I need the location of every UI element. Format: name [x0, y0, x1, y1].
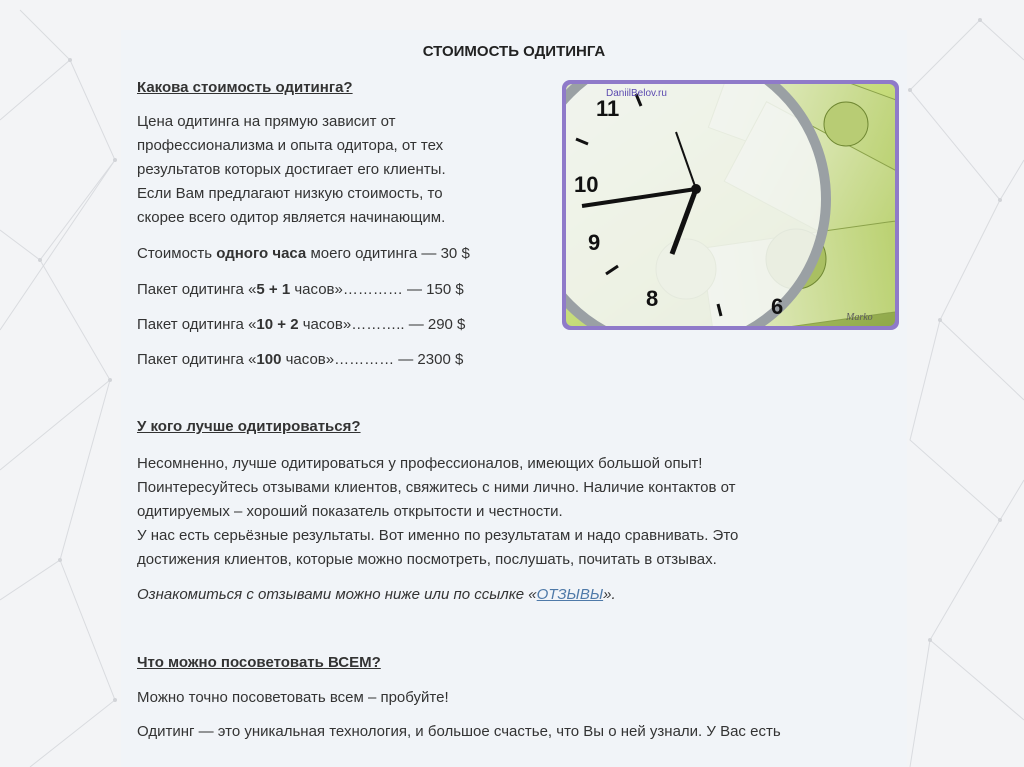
text-line: одитируемых – хороший показатель открытости и честности. [137, 503, 563, 520]
package-post: часов»………… — 2300 $ [281, 351, 464, 368]
text-line: Поинтересуйтесь отзывами клиентов, свяжитесь с ними лично. Наличие контактов от [137, 479, 736, 496]
heading-who: У кого лучше одитироваться? [137, 418, 361, 435]
text-line: достижения клиентов, которые можно посмотреть, послушать, почитать в отзывах. [137, 551, 717, 568]
clock-numeral-8: 8 [646, 286, 659, 311]
heading-advice: Что можно посоветовать ВСЕМ? [137, 654, 381, 671]
package-pre: Пакет одитинга « [137, 281, 257, 298]
package-10-2 [137, 313, 465, 337]
text-line: Цена одитинга на прямую зависит от [137, 113, 396, 130]
package-100 [137, 348, 463, 372]
text-line: У нас есть серьёзные результаты. Вот именно по результатам и надо сравнивать. Это [137, 527, 739, 544]
hour-price [137, 242, 470, 266]
package-5-1 [137, 278, 464, 302]
page-title: СТОИМОСТЬ ОДИТИНГА [422, 43, 606, 60]
clock-numeral-10: 10 [574, 172, 599, 197]
hour-price-post: моего одитинга — 30 $ [306, 245, 470, 262]
reviews-line [137, 583, 616, 607]
package-pre: Пакет одитинга « [137, 316, 257, 333]
advice-line-1: Можно точно посоветовать всем – пробуйте! [137, 689, 449, 706]
reviews-link[interactable]: ОТЗЫВЫ [536, 586, 604, 603]
reviews-pre: Ознакомиться с отзывами можно ниже или по ссылке « [137, 586, 537, 603]
text-line: Если Вам предлагают низкую стоимость, то [137, 185, 443, 202]
clock-numeral-9: 9 [588, 230, 601, 255]
clock-numeral-6: 6 [771, 294, 784, 319]
clock-money-photo [562, 80, 899, 330]
package-bold: 100 [256, 351, 282, 368]
text-line: результатов которых достигает его клиенты. [137, 161, 446, 178]
who-paragraph [137, 452, 867, 572]
clock-money-illustration [566, 84, 895, 326]
package-bold: 5 + 1 [256, 281, 291, 298]
photo-signature: Marko [846, 312, 873, 323]
text-line: профессионализма и опыта одитора, от тех [137, 137, 444, 154]
package-post: часов»………… — 150 $ [290, 281, 464, 298]
package-pre: Пакет одитинга « [137, 351, 257, 368]
reviews-post: ». [603, 586, 616, 603]
clock-numeral-11: 11 [596, 96, 620, 121]
cost-intro-paragraph [137, 110, 487, 230]
package-bold: 10 + 2 [256, 316, 299, 333]
slide-page [121, 30, 907, 767]
text-line: Несомненно, лучше одитироваться у профессионалов, имеющих большой опыт! [137, 455, 703, 472]
photo-watermark: DaniilBelov.ru [606, 88, 667, 99]
package-post: часов»……….. — 290 $ [298, 316, 466, 333]
advice-line-2: Одитинг — это уникальная технология, и большое счастье, что Вы о ней узнали. У Вас есть [137, 723, 781, 740]
heading-cost: Какова стоимость одитинга? [137, 79, 353, 96]
wall-clock [566, 84, 826, 326]
text-line: скорее всего одитор является начинающим. [137, 209, 446, 226]
hour-price-bold: одного часа [216, 245, 307, 262]
hour-price-pre: Стоимость [137, 245, 217, 262]
